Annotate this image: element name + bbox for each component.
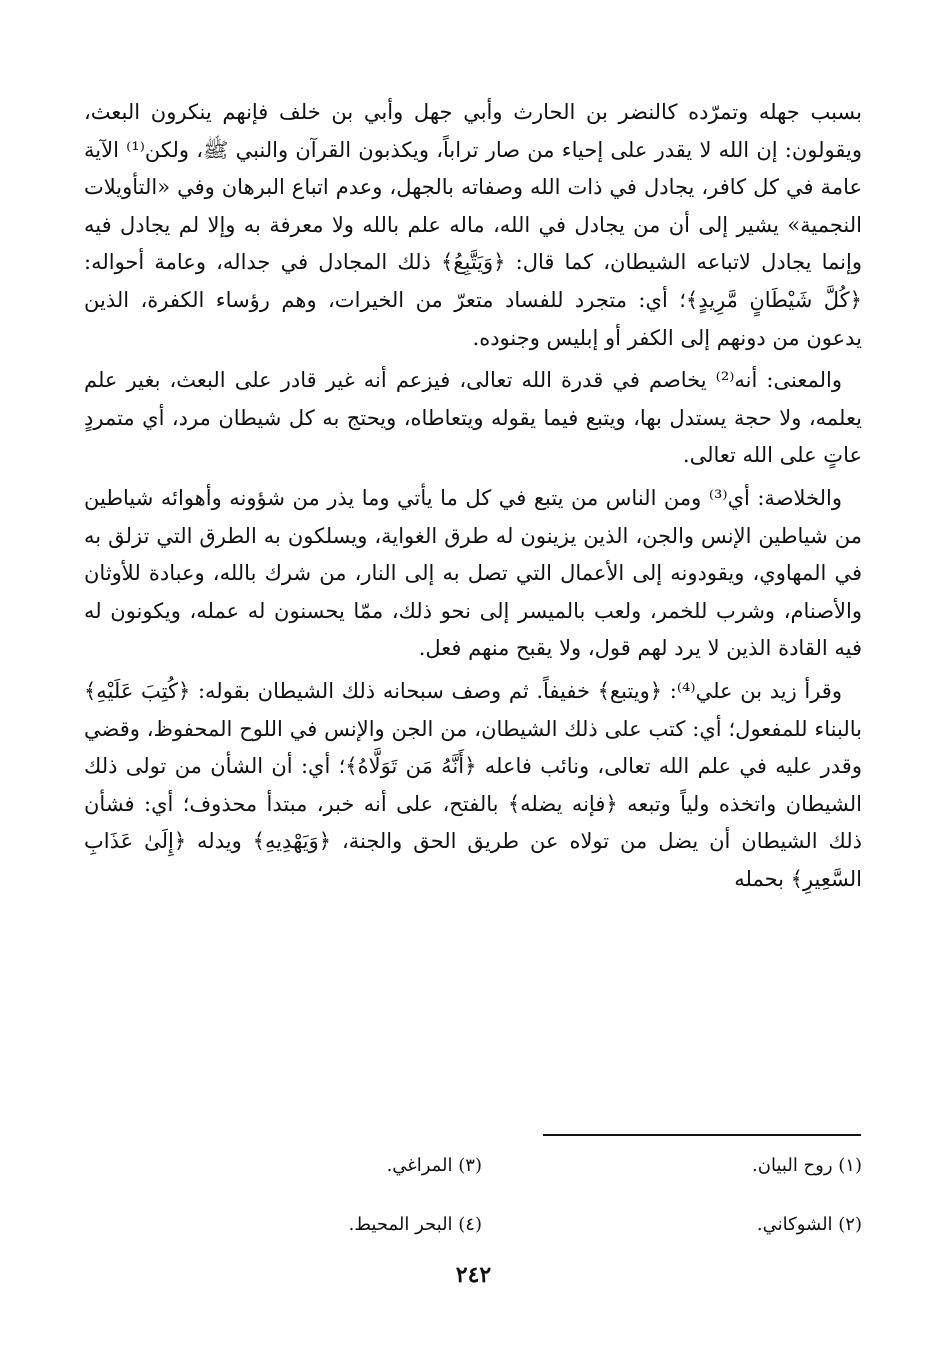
- footnote-3: (٣) المراغي.: [386, 1155, 482, 1176]
- footnote-separator: [543, 1134, 861, 1136]
- footnote-4: (٤) البحر المحيط.: [348, 1214, 482, 1235]
- paragraph-1: بسبب جهله وتمرّده كالنضر بن الحارث وأبي جهل وأبي بن خلف فإنهم ينكرون البعث، ويقولون: إن الله لا يقدر على إحياء من صار تراباً، ويكذبون القرآن والنبي ﷺ، ولكن⁽¹⁾ الآية عامة في كل كافر، يجادل في ذات الله وصفاته بالجهل، وعدم اتباع البرهان وفي «التأويلات النجمية» يشير إلى أن من يجادل في الله، ماله علم بالله ولا معرفة به وإلا لم يجادل فيه وإنما يجادل لاتباعه الشيطان، كما قال: ﴿وَيَتَّبِعُ﴾ ذلك المجادل في جداله، وعامة أحواله: ﴿كُلَّ شَيْطَانٍ مَّرِيدٍ﴾؛ أي: متجرد للفساد متعرّ من الخيرات، وهم رؤساء الكفرة، الذين يدعون من دونهم إلى الكفر أو إبليس وجنوده.: [84, 100, 862, 350]
- footnote-2: (٢) الشوكاني.: [756, 1214, 862, 1235]
- paragraph-4: وقرأ زيد بن علي⁽⁴⁾: ﴿ويتبع﴾ خفيفاً. ثم وصف سبحانه ذلك الشيطان بقوله: ﴿كُتِبَ عَلَيْهِ﴾ بالبناء للمفعول؛ أي: كتب على ذلك الشيطان، من الجن والإنس في اللوح المحفوظ، وقضي وقدر عليه في علم الله تعالى، ونائب فاعله ﴿أَنَّهُ مَن تَوَلَّاهُ﴾؛ أي: أن الشأن من تولى ذلك الشيطان واتخذه ولياً وتبعه ﴿فإنه يضله﴾ بالفتح، على أنه خبر، مبتدأ محذوف؛ أي: فشأن ذلك الشيطان أن يضل من تولاه عن طريق الحق والجنة، ﴿وَيَهْدِيهِ﴾ ويدله ﴿إِلَىٰ عَذَابِ السَّعِيرِ﴾ بحمله: [84, 678, 862, 891]
- main-text: [84, 94, 862, 898]
- paragraph-3: والخلاصة: أي⁽³⁾ ومن الناس من يتبع في كل ما يأتي وما يذر من شؤونه وأهوائه شياطين من شياطين الإنس والجن، الذين يزينون له طرق الغواية، ويسلكون به الطرق التي تزلق به في المهاوي، ويقودونه إلى الأعمال التي تصل به إلى النار، من شرك بالله، وعبادة للأوثان والأصنام، وشرب للخمر، ولعب بالميسر إلى نحو ذلك، ممّا يحسنون له عمله، ويكونون له فيه القادة الذين لا يرد لهم قول، ولا يقبح منهم فعل.: [84, 485, 862, 661]
- paragraph-2: والمعنى: أنه⁽²⁾ يخاصم في قدرة الله تعالى، فيزعم أنه غير قادر على البعث، بغير علم يعلمه، ولا حجة يستدل بها، ويتبع فيما يقوله ويتعاطاه، ويحتج به كل شيطان مرد، أي متمردٍ عاتٍ على الله تعالى.: [84, 368, 862, 468]
- page-number: ٢٤٢: [455, 1262, 492, 1288]
- footnote-1: (١) روح البيان.: [752, 1155, 862, 1176]
